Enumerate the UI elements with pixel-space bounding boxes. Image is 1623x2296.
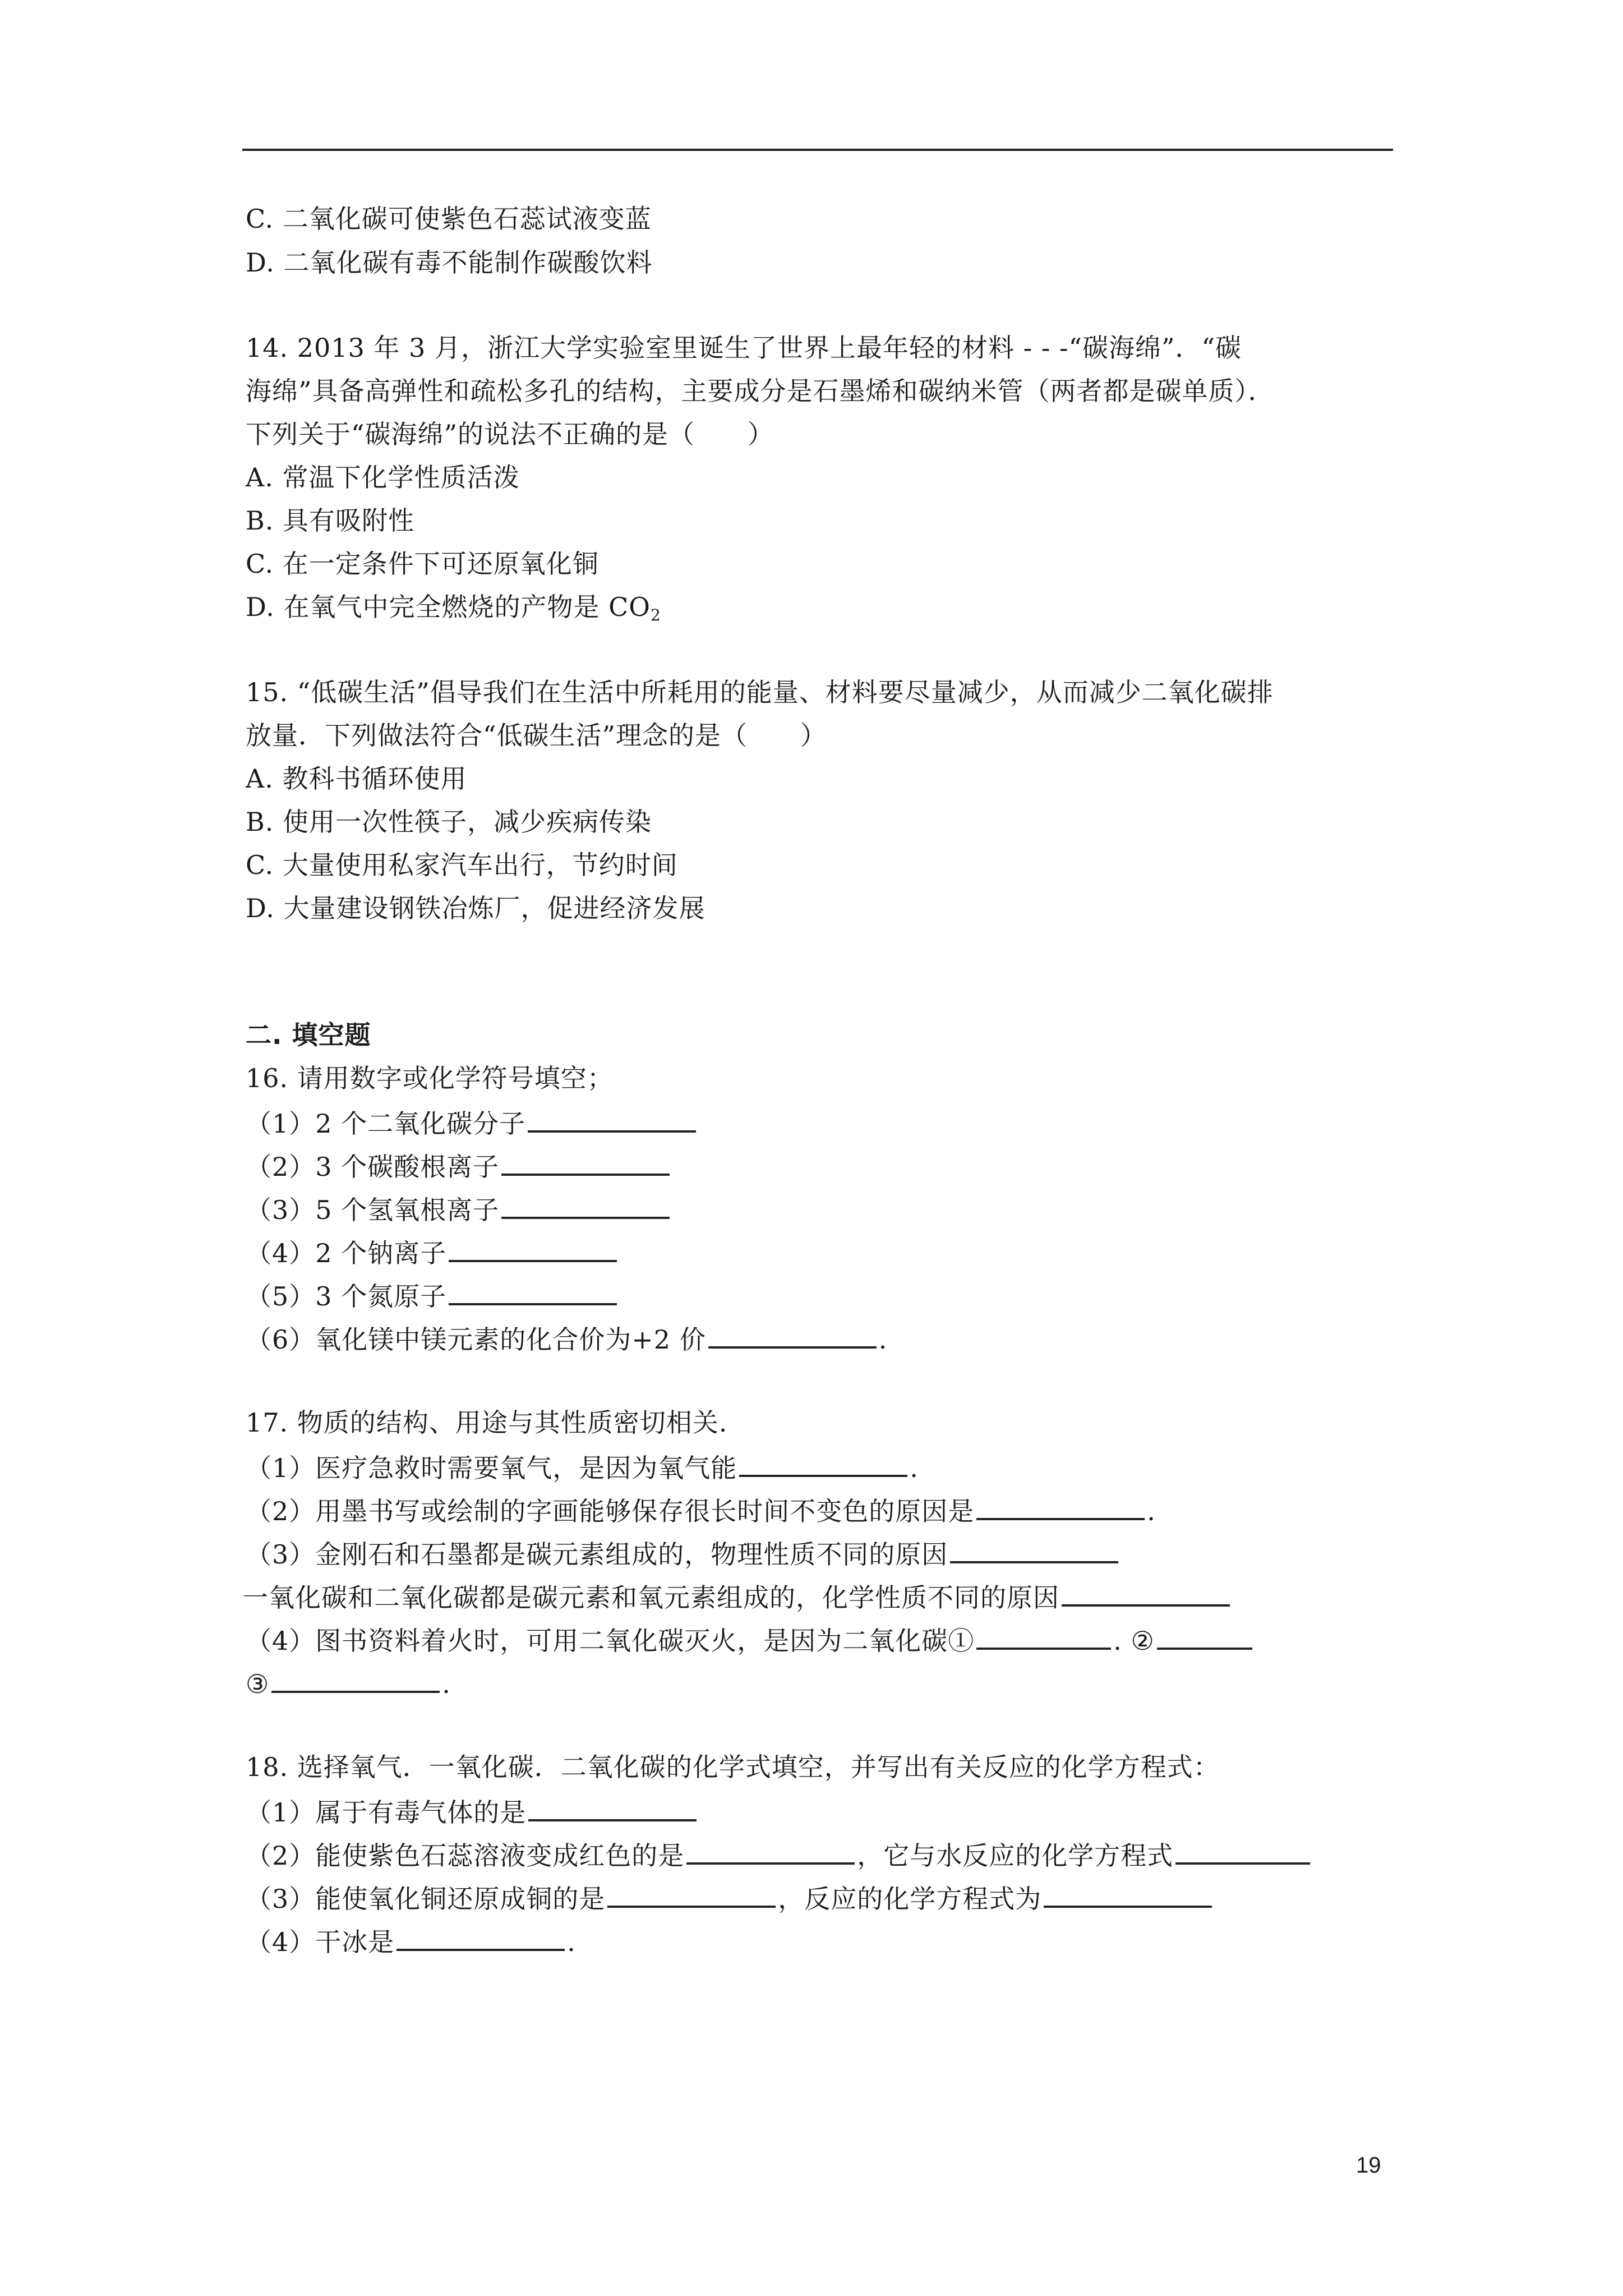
- q16-item-1: （1）2 个二氧化碳分子: [246, 1105, 698, 1140]
- q17-item-1: （1）医疗急救时需要氧气，是因为氧气能 .: [246, 1449, 919, 1485]
- q18-item-3: （3）能使氧化铜还原成铜的是 ，反应的化学方程式为: [246, 1880, 1214, 1916]
- q15-option-c: C. 大量使用私家汽车出行，节约时间: [246, 850, 678, 880]
- q17-title: 17. 物质的结构、用途与其性质密切相关.: [246, 1407, 728, 1438]
- q14-line-2: 海绵”具备高弹性和疏松多孔的结构，主要成分是石墨烯和碳纳米管（两者都是碳单质）．: [246, 376, 1275, 406]
- answer-blank[interactable]: [528, 1793, 697, 1821]
- answer-blank[interactable]: [976, 1622, 1111, 1650]
- q14-option-d: D. 在氧气中完全燃烧的产物是 $CO_2$: [246, 592, 661, 624]
- answer-blank[interactable]: [449, 1277, 617, 1305]
- q13-option-d: D. 二氧化碳有毒不能制作碳酸饮料: [246, 247, 653, 278]
- answer-blank[interactable]: [708, 1320, 877, 1349]
- q14-line-1: 14. 2013 年 3 月，浙江大学实验室里诞生了世界上最年轻的材料 - - -“碳海绵”．“碳: [246, 333, 1242, 363]
- q18-item-1: （1）属于有毒气体的是: [246, 1793, 699, 1829]
- q18-title: 18. 选择氧气．一氧化碳．二氧化碳的化学式填空，并写出有关反应的化学方程式：: [246, 1752, 1220, 1782]
- q17-item-4: （4）图书资料着火时，可用二氧化碳灭火，是因为二氧化碳① . ②: [246, 1622, 1255, 1658]
- q16-item-2: （2）3 个碳酸根离子: [246, 1148, 672, 1184]
- answer-blank[interactable]: [1175, 1837, 1310, 1865]
- q15-line-1: 15. “低碳生活”倡导我们在生活中所耗用的能量、材料要尽量减少，从而减少二氧化碳排: [246, 677, 1274, 707]
- q14-option-a: A. 常温下化学性质活泼: [246, 462, 520, 493]
- q17-item-3: （3）金刚石和石墨都是碳元素组成的，物理性质不同的原因: [246, 1535, 1121, 1571]
- q15-option-b: B. 使用一次性筷子，减少疾病传染: [246, 807, 652, 837]
- q16-title: 16. 请用数字或化学符号填空；: [246, 1063, 614, 1093]
- answer-blank[interactable]: [271, 1665, 440, 1693]
- answer-blank[interactable]: [528, 1105, 696, 1133]
- answer-blank[interactable]: [739, 1449, 907, 1477]
- answer-blank[interactable]: [686, 1837, 855, 1865]
- q17-item-3b: 一氧化碳和二氧化碳都是碳元素和氧元素组成的，化学性质不同的原因: [242, 1579, 1232, 1614]
- q17-item-4b: ③ .: [246, 1665, 451, 1701]
- q14-option-b: B. 具有吸附性: [246, 505, 415, 536]
- answer-blank[interactable]: [1062, 1579, 1230, 1607]
- q15-option-d: D. 大量建设钢铁冶炼厂，促进经济发展: [246, 893, 706, 923]
- answer-blank[interactable]: [449, 1234, 617, 1262]
- answer-blank[interactable]: [501, 1148, 670, 1176]
- q16-item-4: （4）2 个钠离子: [246, 1234, 619, 1270]
- answer-blank[interactable]: [607, 1880, 776, 1908]
- q16-item-5: （5）3 个氮原子: [246, 1277, 619, 1313]
- q17-item-2: （2）用墨书写或绘制的字画能够保存很长时间不变色的原因是 .: [246, 1492, 1156, 1528]
- q16-item-3: （3）5 个氢氧根离子: [246, 1191, 672, 1227]
- q15-option-a: A. 教科书循环使用: [246, 763, 467, 794]
- answer-blank[interactable]: [950, 1535, 1118, 1563]
- section-heading: 二. 填空题: [246, 1020, 371, 1050]
- subscript-2: 2: [651, 606, 661, 624]
- answer-blank[interactable]: [1044, 1880, 1212, 1908]
- answer-blank[interactable]: [1157, 1622, 1252, 1650]
- q13-option-c: C. 二氧化碳可使紫色石蕊试液变蓝: [246, 204, 652, 234]
- answer-blank[interactable]: [976, 1492, 1145, 1520]
- answer-blank[interactable]: [501, 1191, 670, 1219]
- answer-blank[interactable]: [396, 1923, 565, 1951]
- q14-option-c: C. 在一定条件下可还原氧化铜: [246, 549, 599, 579]
- q18-item-4: （4）干冰是 .: [246, 1923, 576, 1959]
- q18-item-2: （2）能使紫色石蕊溶液变成红色的是 ，它与水反应的化学方程式: [246, 1837, 1312, 1872]
- page-number: 19: [1356, 2153, 1381, 2178]
- q14-line-3: 下列关于“碳海绵”的说法不正确的是（ ）: [246, 419, 774, 449]
- q16-item-6: （6）氧化镁中镁元素的化合价为+2 价 .: [246, 1320, 887, 1356]
- q15-line-2: 放量．下列做法符合“低碳生活”理念的是（ ）: [246, 720, 827, 751]
- header-rule: [242, 149, 1393, 151]
